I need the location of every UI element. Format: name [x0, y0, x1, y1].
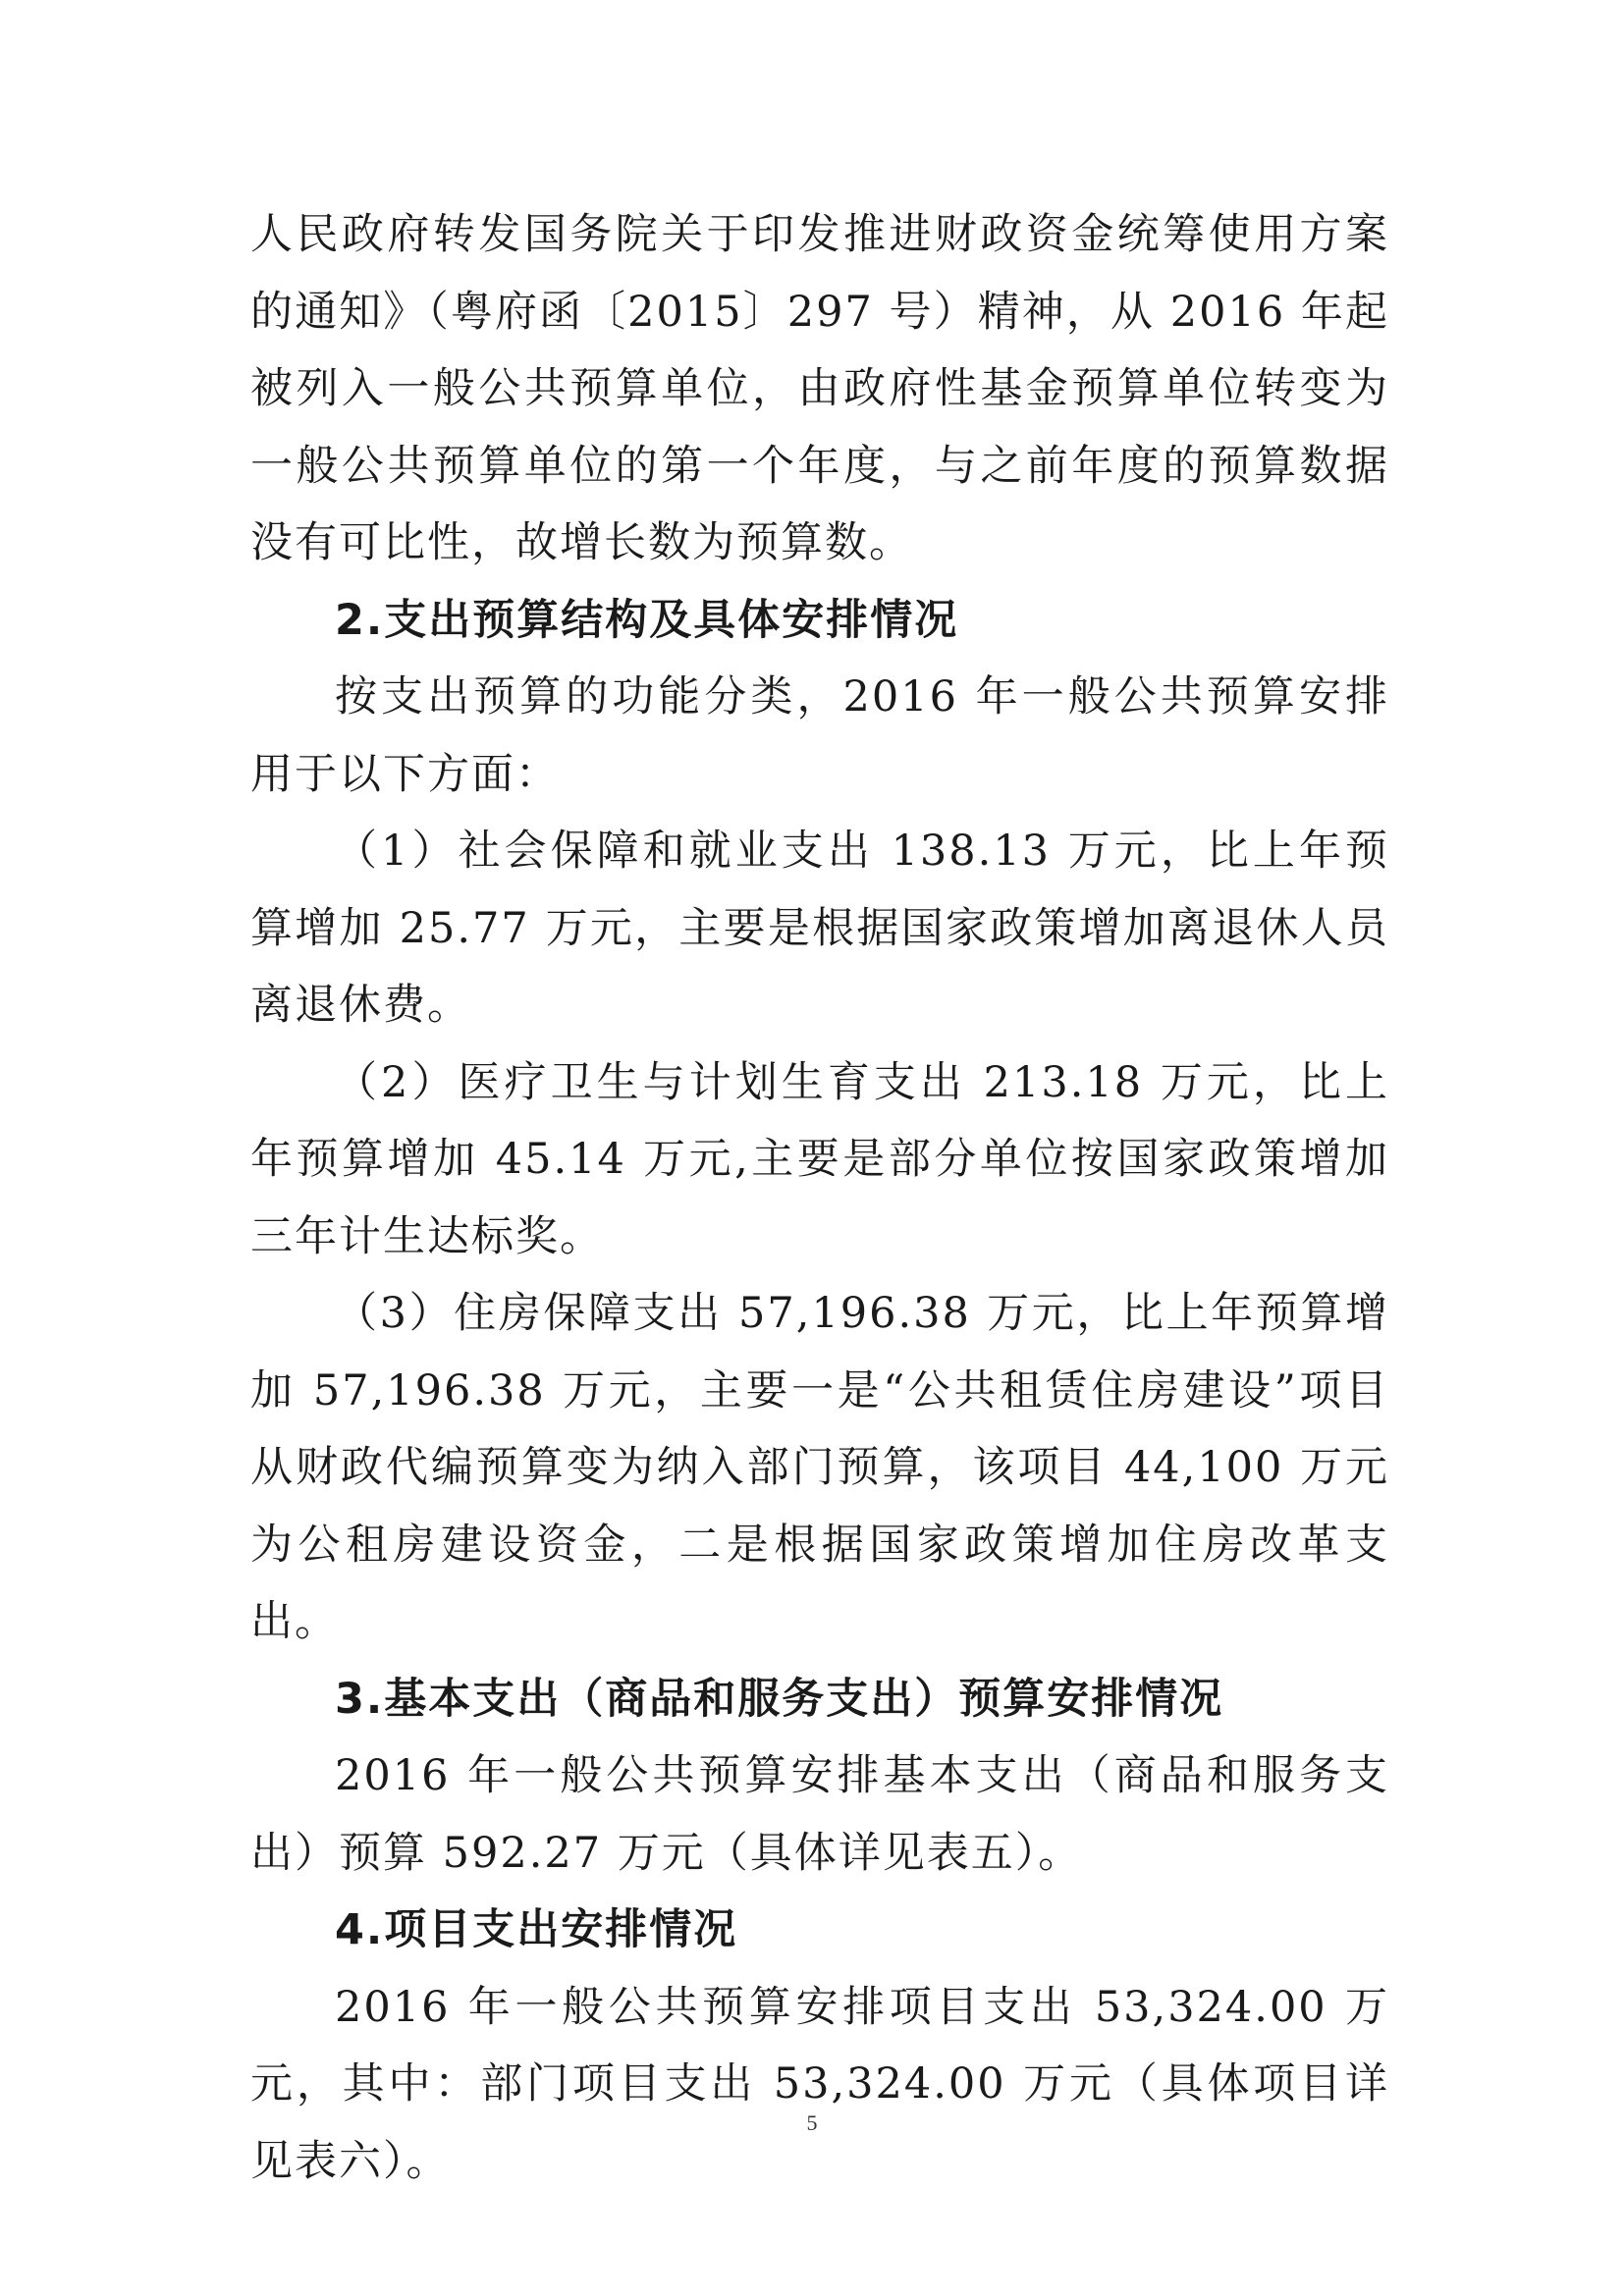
section-heading-2: 2.支出预算结构及具体安排情况 — [335, 595, 959, 645]
section-heading-4: 4.项目支出安排情况 — [335, 1905, 738, 1954]
paragraph-item-1: （1）社会保障和就业支出 138.13 万元，比上年预算增加 25.77 万元，主要是根据国家政策增加离退休人员离退休费。 — [250, 827, 1389, 1030]
paragraph-item-3: （3）住房保障支出 57,196.38 万元，比上年预算增加 57,196.38 万元，主要一是“公共租赁住房建设”项目从财政代编预算变为纳入部门预算，该项目 44,100 万元为公租房建设资金，二是根据国家政策增加住房改革支出。 — [250, 1289, 1389, 1646]
paragraph-basic-expenditure: 2016 年一般公共预算安排基本支出（商品和服务支出）预算 592.27 万元（具体详见表五）。 — [250, 1751, 1389, 1878]
paragraph-intro: 人民政府转发国务院关于印发推进财政资金统筹使用方案的通知》（粤府函〔2015〕297 号）精神，从 2016 年起被列入一般公共预算单位，由政府性基金预算单位转变为一般公共预算单位的第一个年度，与之前年度的预算数据没有可比性，故增长数为预算数。 — [250, 210, 1389, 567]
paragraph-function-classification: 按支出预算的功能分类，2016 年一般公共预算安排用于以下方面： — [250, 672, 1389, 799]
paragraph-item-2: （2）医疗卫生与计划生育支出 213.18 万元，比上年预算增加 45.14 万元,主要是部分单位按国家政策增加三年计生达标奖。 — [250, 1057, 1389, 1261]
section-heading-3: 3.基本支出（商品和服务支出）预算安排情况 — [335, 1674, 1224, 1724]
document-body — [250, 196, 1389, 2200]
page-number: 5 — [806, 2110, 818, 2135]
paragraph-project-expenditure: 2016 年一般公共预算安排项目支出 53,324.00 万元，其中：部门项目支出 53,324.00 万元（具体项目详见表六）。 — [250, 1982, 1389, 2186]
